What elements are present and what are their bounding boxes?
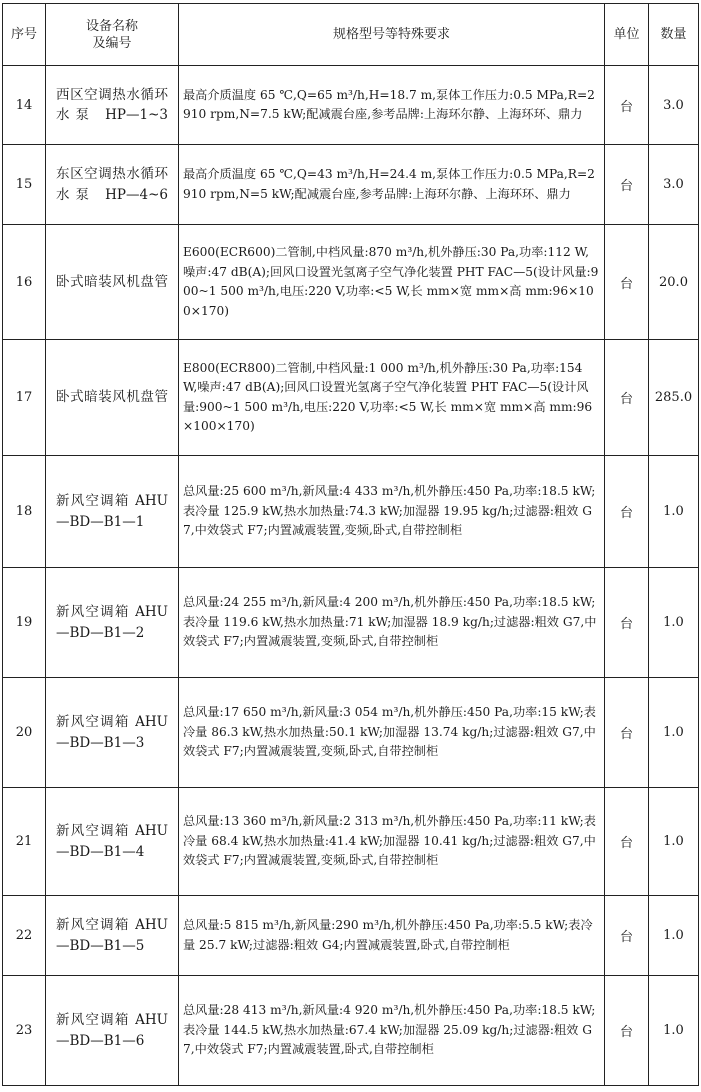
row-index: 22 — [3, 896, 46, 976]
row-unit: 台 — [605, 896, 649, 976]
table-row — [3, 340, 699, 456]
row-name: 西区空调热水循环水泵 HP—1~3 — [46, 66, 179, 145]
row-qty: 1.0 — [649, 678, 699, 788]
row-index: 20 — [3, 678, 46, 788]
row-name: 卧式暗装风机盘管 — [46, 225, 179, 340]
row-unit: 台 — [605, 66, 649, 145]
row-name: 新风空调箱 AHU—BD—B1—4 — [46, 788, 179, 896]
table-row — [3, 678, 699, 788]
row-name: 东区空调热水循环水泵 HP—4~6 — [46, 145, 179, 225]
row-qty: 1.0 — [649, 456, 699, 568]
row-spec: 总风量:17 650 m³/h,新风量:3 054 m³/h,机外静压:450 Pa,功率:15 kW;表冷量 86.3 kW,热水加热量:50.1 kW;加湿器 13.74 kg/h;过滤器:粗效 G7,中效袋式 F7;内置减震装置,变频,卧式,自带控制柜 — [179, 678, 605, 788]
row-name: 新风空调箱 AHU—BD—B1—5 — [46, 896, 179, 976]
table-row — [3, 145, 699, 225]
row-unit: 台 — [605, 678, 649, 788]
row-unit: 台 — [605, 456, 649, 568]
row-spec: 总风量:28 413 m³/h,新风量:4 920 m³/h,机外静压:450 Pa,功率:18.5 kW;表冷量 144.5 kW,热水加热量:67.4 kW;加湿器 25.09 kg/h;过滤器:粗效 G7,中效袋式 F7;内置减震装置,卧式,自带控制柜 — [179, 976, 605, 1086]
table-row — [3, 788, 699, 896]
row-index: 21 — [3, 788, 46, 896]
header-name-line1: 设备名称 — [85, 18, 138, 34]
row-index: 19 — [3, 568, 46, 678]
table-row — [3, 66, 699, 145]
header-index: 序号 — [3, 4, 46, 66]
row-spec: E800(ECR800)二管制,中档风量:1 000 m³/h,机外静压:30 Pa,功率:154 W,噪声:47 dB(A);回风口设置光氢离子空气净化装置 PHT FAC—5(设计风量:900~1 500 m³/h,电压:220 V,功率:<5 W,长 mm×宽 mm×高 mm:96×100×170) — [179, 340, 605, 456]
row-spec: E600(ECR600)二管制,中档风量:870 m³/h,机外静压:30 Pa,功率:112 W,噪声:47 dB(A);回风口设置光氢离子空气净化装置 PHT FAC—5(设计风量:900~1 500 m³/h,电压:220 V,功率:<5 W,长 mm×宽 mm×高 mm:96×100×170) — [179, 225, 605, 340]
row-name: 新风空调箱 AHU—BD—B1—1 — [46, 456, 179, 568]
row-spec: 最高介质温度 65 ℃,Q=65 m³/h,H=18.7 m,泵体工作压力:0.5 MPa,R=2 910 rpm,N=7.5 kW;配减震台座,参考品牌:上海环尔静、上海环环、鼎力 — [179, 66, 605, 145]
row-index: 14 — [3, 66, 46, 145]
table-row — [3, 568, 699, 678]
row-name: 新风空调箱 AHU—BD—B1—2 — [46, 568, 179, 678]
row-spec: 总风量:13 360 m³/h,新风量:2 313 m³/h,机外静压:450 Pa,功率:11 kW;表冷量 68.4 kW,热水加热量:41.4 kW;加湿器 10.41 kg/h;过滤器:粗效 G7,中效袋式 F7;内置减震装置,变频,卧式,自带控制柜 — [179, 788, 605, 896]
row-spec: 总风量:25 600 m³/h,新风量:4 433 m³/h,机外静压:450 Pa,功率:18.5 kW;表冷量 125.9 kW,热水加热量:74.3 kW;加湿器 19.95 kg/h;过滤器:粗效 G7,中效袋式 F7;内置减震装置,变频,卧式,自带控制柜 — [179, 456, 605, 568]
row-qty: 1.0 — [649, 568, 699, 678]
equipment-table — [2, 3, 699, 1086]
header-name — [46, 4, 179, 66]
row-name: 新风空调箱 AHU—BD—B1—3 — [46, 678, 179, 788]
row-index: 16 — [3, 225, 46, 340]
header-spec: 规格型号等特殊要求 — [179, 4, 605, 66]
row-qty: 3.0 — [649, 145, 699, 225]
row-qty: 1.0 — [649, 896, 699, 976]
row-unit: 台 — [605, 568, 649, 678]
row-index: 23 — [3, 976, 46, 1086]
header-name-line2: 及编号 — [92, 35, 132, 51]
row-unit: 台 — [605, 340, 649, 456]
table-row — [3, 896, 699, 976]
row-qty: 1.0 — [649, 788, 699, 896]
header-qty: 数量 — [649, 4, 699, 66]
table-header-row — [3, 4, 699, 66]
row-qty: 1.0 — [649, 976, 699, 1086]
row-spec: 最高介质温度 65 ℃,Q=43 m³/h,H=24.4 m,泵体工作压力:0.5 MPa,R=2 910 rpm,N=5 kW;配减震台座,参考品牌:上海环尔静、上海环环、鼎力 — [179, 145, 605, 225]
row-index: 17 — [3, 340, 46, 456]
row-qty: 3.0 — [649, 66, 699, 145]
row-name: 新风空调箱 AHU—BD—B1—6 — [46, 976, 179, 1086]
row-unit: 台 — [605, 225, 649, 340]
row-unit: 台 — [605, 976, 649, 1086]
row-unit: 台 — [605, 788, 649, 896]
row-index: 15 — [3, 145, 46, 225]
table-row — [3, 456, 699, 568]
header-unit: 单位 — [605, 4, 649, 66]
row-name: 卧式暗装风机盘管 — [46, 340, 179, 456]
row-qty: 20.0 — [649, 225, 699, 340]
row-unit: 台 — [605, 145, 649, 225]
row-spec: 总风量:5 815 m³/h,新风量:290 m³/h,机外静压:450 Pa,功率:5.5 kW;表冷量 25.7 kW;过滤器:粗效 G4;内置减震装置,卧式,自带控制柜 — [179, 896, 605, 976]
row-qty: 285.0 — [649, 340, 699, 456]
table-row — [3, 225, 699, 340]
row-index: 18 — [3, 456, 46, 568]
table-row — [3, 976, 699, 1086]
row-spec: 总风量:24 255 m³/h,新风量:4 200 m³/h,机外静压:450 Pa,功率:18.5 kW;表冷量 119.6 kW,热水加热量:71 kW;加湿器 18.9 kg/h;过滤器:粗效 G7,中效袋式 F7;内置减震装置,变频,卧式,自带控制柜 — [179, 568, 605, 678]
